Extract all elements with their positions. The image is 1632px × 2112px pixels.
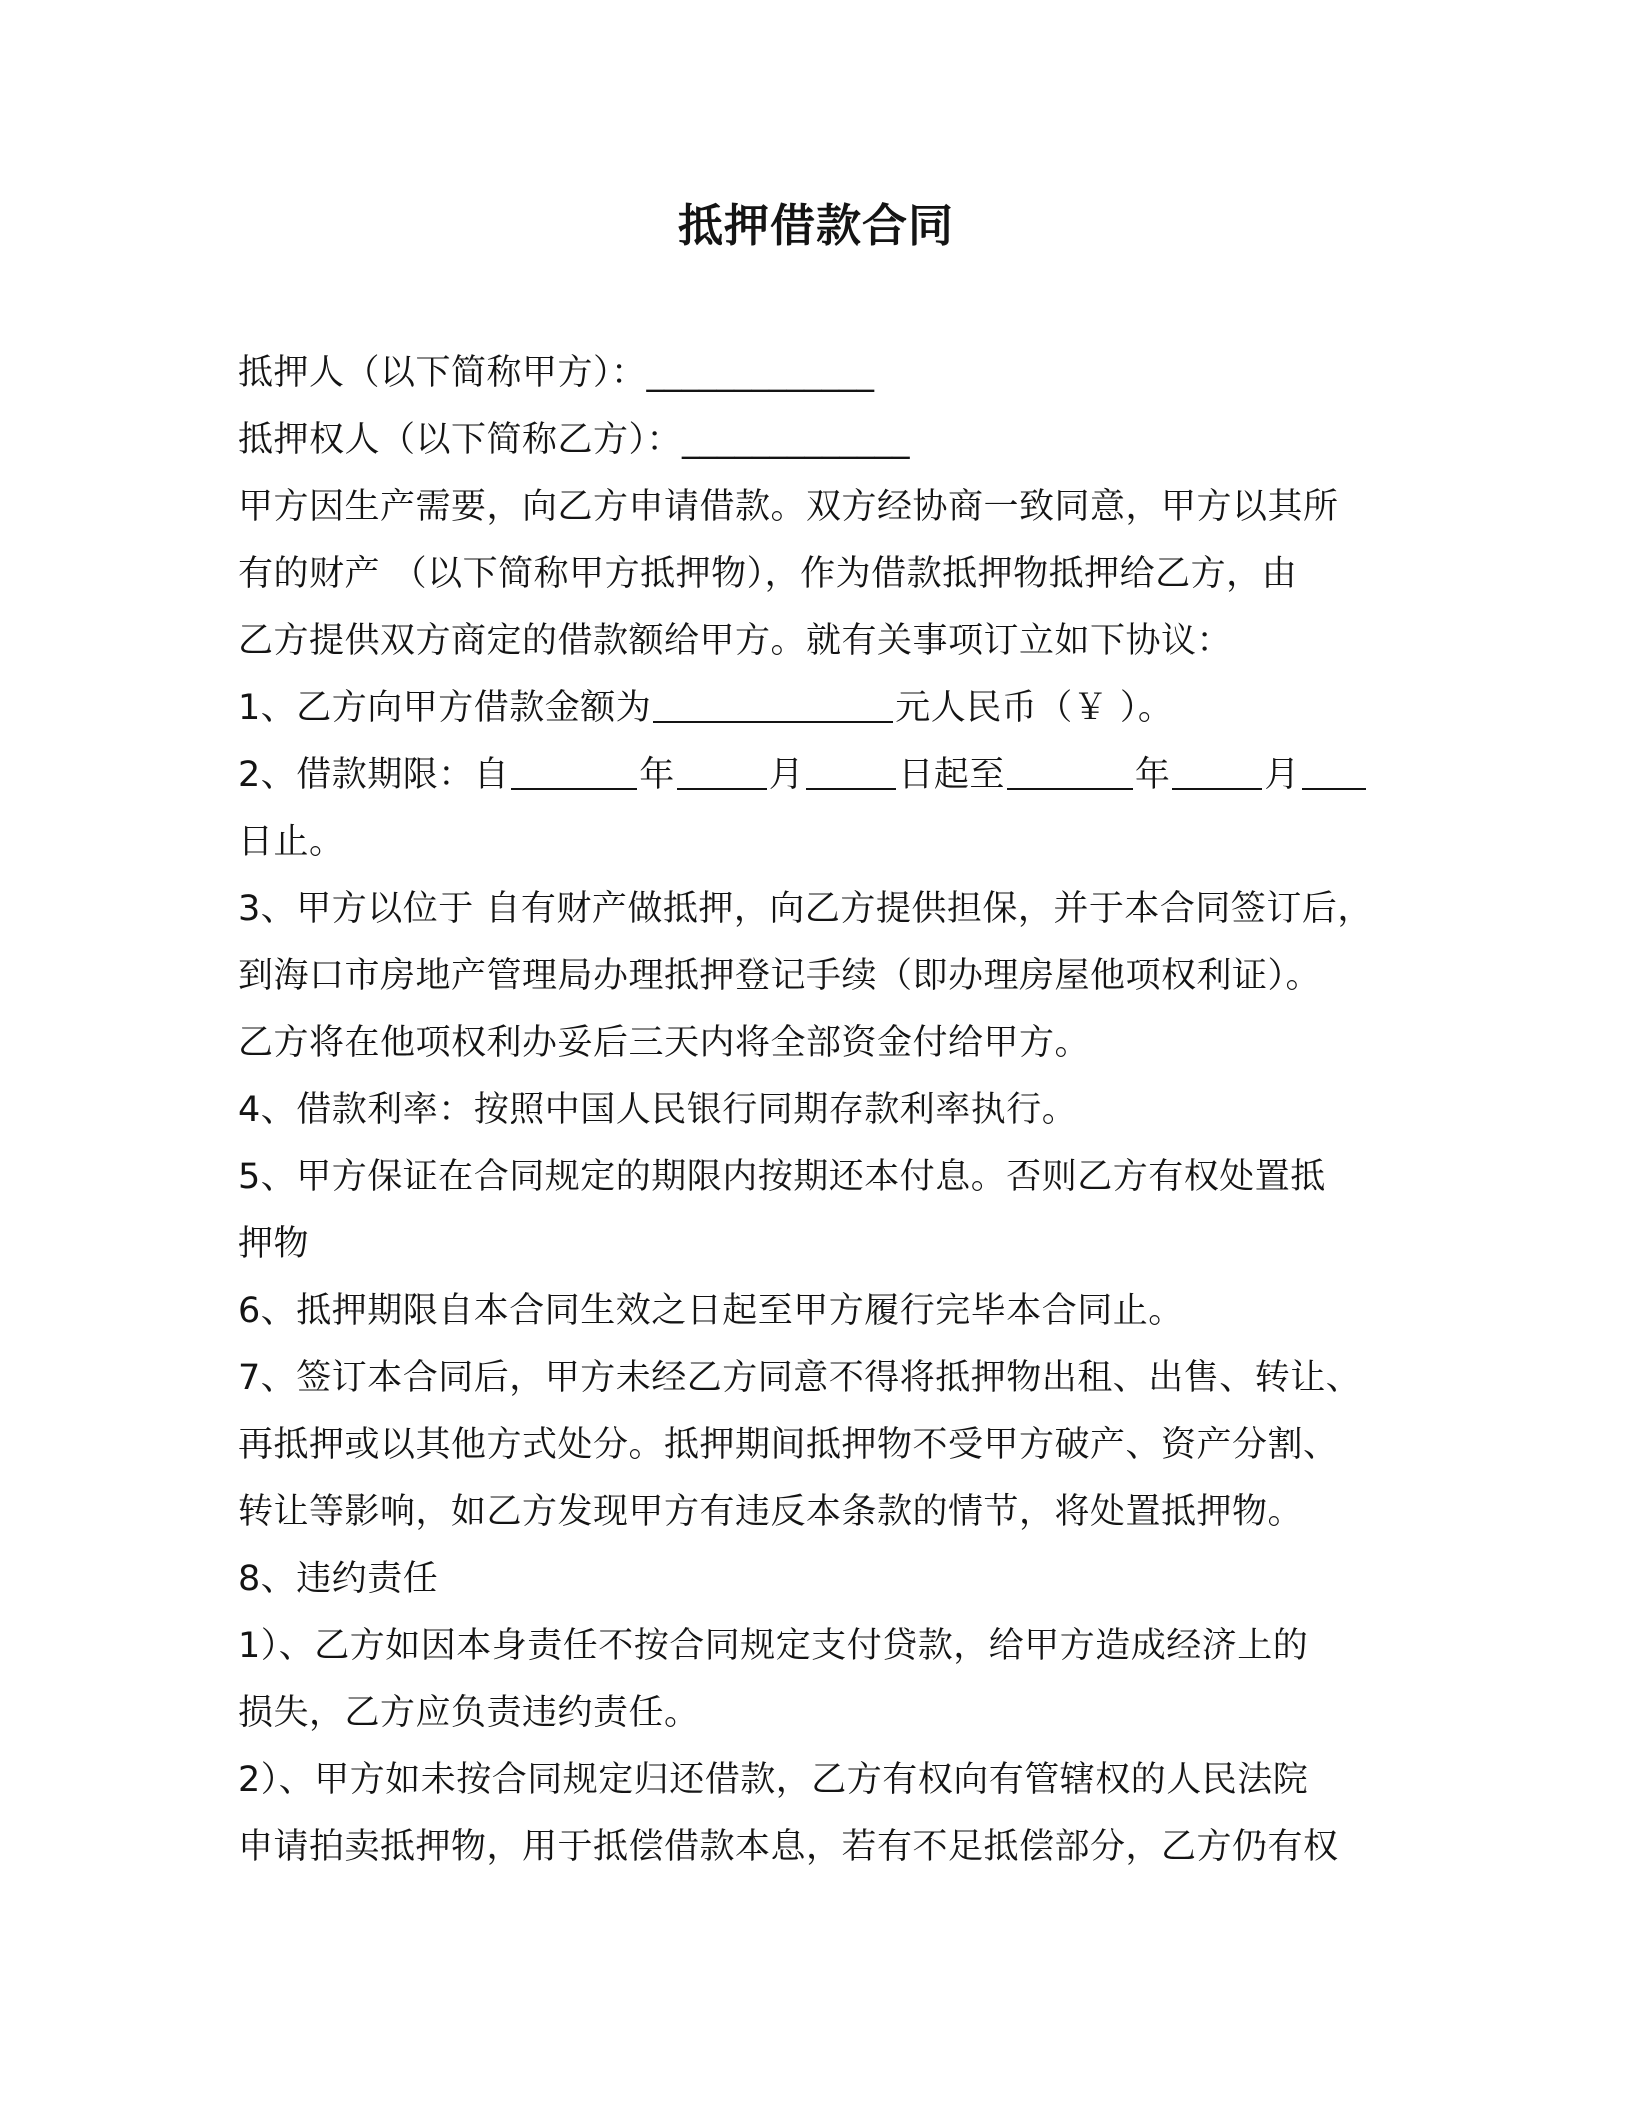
intro-line-3: 乙方提供双方商定的借款额给甲方。就有关事项订立如下协议：	[238, 621, 1233, 661]
end-month-blank	[1172, 746, 1262, 790]
clause-2-day-to: 日起至	[898, 755, 1005, 795]
clause-7-line-3: 转让等影响，如乙方发现甲方有违反本条款的情节，将处置抵押物。	[238, 1492, 1304, 1532]
party-a-line	[238, 340, 1396, 407]
party-b-blank: _____________	[682, 420, 910, 460]
clause-5-line-1: 5、甲方保证在合同规定的期限内按期还本付息。否则乙方有权处置抵	[238, 1157, 1326, 1197]
loan-amount-blank	[653, 679, 893, 723]
end-year-blank	[1007, 746, 1133, 790]
intro-line-2: 有的财产 （以下简称甲方抵押物），作为借款抵押物抵押给乙方，由	[238, 554, 1298, 594]
party-b-label: 抵押权人（以下简称乙方）：	[238, 420, 683, 460]
clause-2-end: 日止。	[238, 822, 345, 862]
clause-3-line-2: 到海口市房地产管理局办理抵押登记手续（即办理房屋他项权利证）。	[238, 956, 1322, 996]
clause-7-line-2: 再抵押或以其他方式处分。抵押期间抵押物不受甲方破产、资产分割、	[238, 1425, 1339, 1465]
document-title: 抵押借款合同	[677, 199, 954, 252]
clause-1-text-after: 元人民币（￥ ）。	[895, 688, 1174, 728]
start-year-blank	[511, 746, 637, 790]
clause-8-2-line-2: 申请拍卖抵押物，用于抵偿借款本息，若有不足抵偿部分，乙方仍有权	[238, 1827, 1339, 1867]
clause-1-text-before: 1、乙方向甲方借款金额为	[238, 688, 652, 728]
clause-8-1-line-1: 1）、乙方如因本身责任不按合同规定支付贷款，给甲方造成经济上的	[238, 1626, 1309, 1666]
clause-4: 4、借款利率：按照中国人民银行同期存款利率执行。	[238, 1090, 1078, 1130]
clause-7-line-1: 7、签订本合同后，甲方未经乙方同意不得将抵押物出租、出售、转让、	[238, 1358, 1362, 1398]
start-day-blank	[806, 746, 896, 790]
clause-8-2-line-1: 2）、甲方如未按合同规定归还借款，乙方有权向有管辖权的人民法院	[238, 1760, 1309, 1800]
clause-8: 8、违约责任	[238, 1559, 439, 1599]
clause-8-1-line-2: 损失，乙方应负责违约责任。	[238, 1693, 700, 1733]
clause-2-label: 2、借款期限：自	[238, 755, 510, 795]
clause-6: 6、抵押期限自本合同生效之日起至甲方履行完毕本合同止。	[238, 1291, 1184, 1331]
clause-2	[238, 742, 1396, 809]
end-day-blank	[1302, 746, 1366, 790]
start-month-blank	[677, 746, 767, 790]
clause-2-month-1: 月	[768, 755, 805, 795]
clause-1	[238, 675, 1396, 742]
clause-3-line-1: 3、甲方以位于 自有财产做抵押，向乙方提供担保，并于本合同签订后，	[238, 889, 1373, 929]
clause-2-year-1: 年	[639, 755, 675, 795]
clause-5-line-2: 押物	[238, 1224, 310, 1264]
party-a-blank: _____________	[646, 353, 875, 393]
document-body	[238, 340, 1396, 1881]
intro-line-1: 甲方因生产需要，向乙方申请借款。双方经协商一致同意，甲方以其所	[238, 487, 1339, 527]
clause-2-year-2: 年	[1134, 755, 1171, 795]
clause-3-line-3: 乙方将在他项权利办妥后三天内将全部资金付给甲方。	[238, 1023, 1091, 1063]
clause-2-month-2: 月	[1264, 755, 1300, 795]
party-a-label: 抵押人（以下简称甲方）：	[238, 353, 647, 393]
party-b-line	[238, 407, 1396, 474]
